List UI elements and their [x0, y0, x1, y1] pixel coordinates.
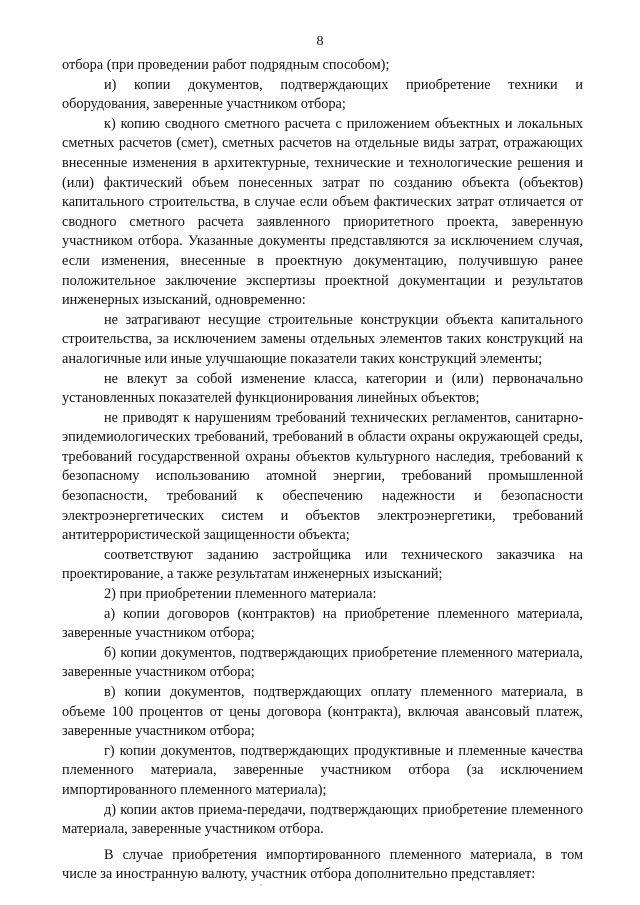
paragraph-item-a: а) копии договоров (контрактов) на приобретение племенного материала, заверенные участником отбора; [62, 605, 583, 642]
document-body [62, 56, 583, 885]
paragraph-continuation: отбора (при проведении работ подрядным способом); [62, 57, 390, 73]
paragraph-item-i: и) копии документов, подтверждающих приобретение техники и оборудования, заверенные участником отбора; [62, 76, 583, 113]
page-number: 8 [316, 34, 324, 49]
paragraph-condition-class: не влекут за собой изменение класса, категории и (или) первоначально установленных показателей функционирования линейных объектов; [62, 370, 583, 407]
paragraph-condition-requirements: не приводят к нарушениям требований технических регламентов, санитарно-эпидемиологических требований, требований в области охраны окружающей среды, требований государственной охраны объектов культурного наследия, требований к безопасному использованию атомной энергии, требований промышленной безопасности, требований к обеспечению надежности и безопасности электроэнергетических систем и объектов электроэнергетики, требований антитеррористической защищенности объекта; [62, 409, 583, 544]
paragraph-condition-assignment: соответствуют заданию застройщика или технического заказчика на проектирование, а также результатам инженерных изысканий; [62, 546, 583, 583]
paragraph-item-v: в) копии документов, подтверждающих оплату племенного материала, в объеме 100 процентов от цены договора (контракта), включая авансовый платеж, заверенные участником отбора; [62, 684, 583, 740]
paragraph-imported-material: В случае приобретения импортированного племенного материала, в том числе за иностранную валюту, участник отбора дополнительно представляет: [62, 846, 583, 883]
paragraph-condition-structures: не затрагивают несущие строительные конструкции объекта капитального строительства, за исключением замены отдельных элементов таких конструкций на аналогичные или иные улучшающие показатели таких конструкций элементы; [62, 311, 583, 367]
paragraph-item-b: б) копии документов, подтверждающих приобретение племенного материала, заверенные участником отбора; [62, 644, 583, 681]
paragraph-item-g: г) копии документов, подтверждающих продуктивные и племенные качества племенного материала, заверенные участником отбора (за исключением импортированного племенного материала); [62, 742, 583, 798]
paragraph-item-k: к) копию сводного сметного расчета с приложением объектных и локальных сметных расчетов (смет), сметных расчетов на отдельные виды затрат, отражающих внесенные изменения в архитектурные, технические и технологические решения и (или) фактический объем понесенных затрат по созданию объекта (объектов) капитального строительства, в случае если объем фактических затрат отличается от сводного сметного расчета заявленного приоритетного проекта, заверенную участником отбора. Указанные документы представляются за исключением случая, если изменения, внесенные в проектную документацию, получившую ранее положительное заключение экспертизы проектной документации и результатов инженерных изысканий, одновременно: [62, 115, 583, 309]
scan-speck [260, 884, 262, 886]
paragraph-item-d: д) копии актов приема-передачи, подтверждающих приобретение племенного материала, заверенные участником отбора. [62, 801, 583, 838]
paragraph-section-2: 2) при приобретении племенного материала: [104, 586, 377, 603]
